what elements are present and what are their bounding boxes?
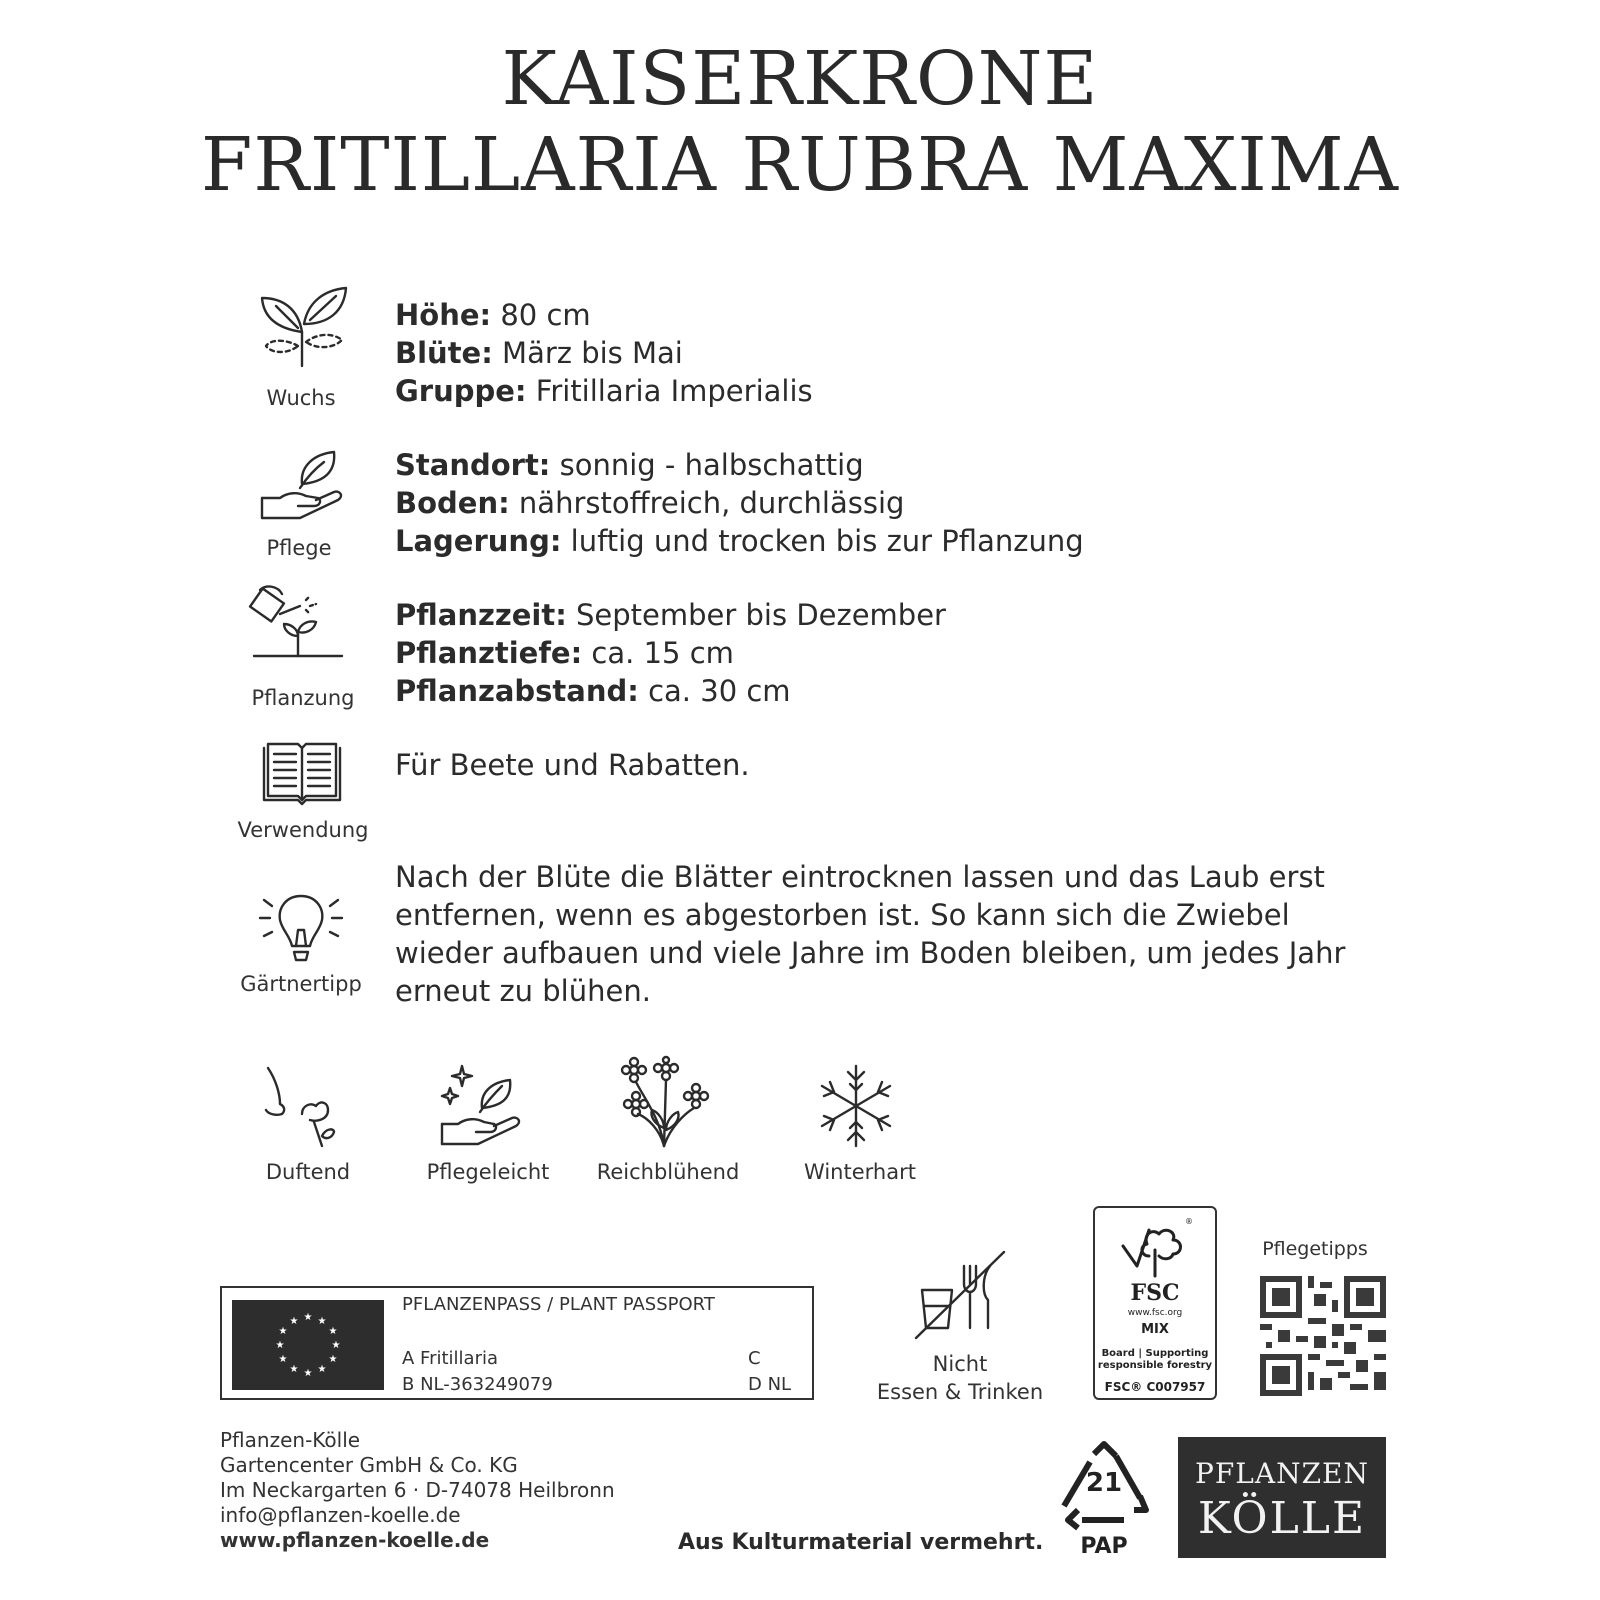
svg-text:★: ★ [289,1316,299,1327]
svg-text:®: ® [1185,1217,1193,1226]
info-row: Pflanztiefe: ca. 15 cm [395,636,734,670]
wuchs-info [395,296,813,410]
tip-line: Nach der Blüte die Blätter eintrocknen lassen und das Laub erst [395,860,1325,894]
feature-winterhart-label: Winterhart [804,1160,916,1184]
nose-flower-icon [262,1066,336,1150]
pflanzen-koelle-logo [1178,1437,1386,1558]
fsc-badge [1093,1206,1217,1400]
feature-reichbluehend-label: Reichblühend [596,1160,740,1184]
svg-text:★: ★ [278,1354,288,1365]
info-row: Blüte: März bis Mai [395,336,683,370]
fsc-www: www.fsc.org [1127,1308,1183,1318]
svg-text:★: ★ [275,1340,285,1351]
feature-pflegeleicht-label: Pflegeleicht [426,1160,550,1184]
company-address: Pflanzen-Kölle Gartencenter GmbH & Co. KG Im Neckargarten 6 · D-74078 Heilbronn info@pflanzen-koelle.de www.pflanzen-koelle.de [220,1428,615,1552]
fsc-mix: MIX [1141,1322,1169,1337]
wuchs-label: Wuchs [266,386,336,410]
gaertnertipp-label: Gärtnertipp [240,972,362,996]
sprout-icon [258,284,350,370]
svg-text:★: ★ [278,1326,288,1337]
info-row: Gruppe: Fritillaria Imperialis [395,374,813,408]
title-line-1: KAISERKRONE [501,36,1099,122]
svg-text:★: ★ [303,1368,313,1379]
svg-text:★: ★ [328,1326,338,1337]
svg-text:★: ★ [289,1364,299,1375]
title-line-2: FRITILLARIA RUBRA MAXIMA [201,122,1399,208]
tip-line: wieder aufbauen und viele Jahre im Boden bleiben, um jedes Jahr [395,936,1346,970]
watering-can-icon [250,584,346,670]
pflege-info [395,446,1084,560]
verwendung-label: Verwendung [237,818,369,842]
hand-sparkle-leaf-icon [440,1064,526,1148]
info-row: Pflanzabstand: ca. 30 cm [395,674,791,708]
info-row: Boden: nährstoffreich, durchlässig [395,486,905,520]
svg-text:★: ★ [331,1340,341,1351]
verwendung-info: Für Beete und Rabatten. [395,748,750,782]
info-row: Höhe: 80 cm [395,298,591,332]
qr-code[interactable] [1260,1276,1386,1396]
snowflake-icon [816,1064,896,1148]
kulturmaterial-text: Aus Kulturmaterial vermehrt. [678,1530,1044,1555]
recycling-symbol [1054,1440,1154,1560]
pflanzung-label: Pflanzung [251,686,355,710]
fsc-board: Board | Supporting responsible forestry [1097,1348,1213,1371]
tip-line: erneut zu blühen. [395,974,651,1008]
svg-text:★: ★ [317,1364,327,1375]
svg-text:★: ★ [317,1316,327,1327]
logo-line-2: KÖLLE [1197,1493,1367,1544]
pflegetipps-label: Pflegetipps [1262,1238,1368,1260]
nicht-essen-label: Nicht Essen & Trinken [876,1352,1044,1404]
svg-text:★: ★ [303,1312,313,1323]
fsc-name: FSC [1130,1280,1180,1306]
tip-line: entfernen, wenn es abgestorben ist. So kann sich die Zwiebel [395,898,1290,932]
website-link[interactable]: www.pflanzen-koelle.de [220,1528,490,1552]
email-link[interactable]: info@pflanzen-koelle.de [220,1503,461,1527]
feature-duftend-label: Duftend [265,1160,351,1184]
lightbulb-icon [256,890,346,966]
gaertnertipp-info [395,858,1345,1010]
plant-passport [220,1286,814,1400]
hand-leaf-icon [260,448,346,522]
book-icon [262,742,342,806]
recycle-code: PAP [1080,1534,1128,1559]
recycle-number: 21 [1085,1468,1123,1498]
info-row: Lagerung: luftig und trocken bis zur Pflanzung [395,524,1084,558]
no-eating-drinking-icon [912,1246,1008,1342]
pflanzung-info [395,596,946,710]
passport-title: PFLANZENPASS / PLANT PASSPORT [402,1294,715,1315]
info-row: Pflanzzeit: September bis Dezember [395,598,946,632]
fsc-code: FSC® C007957 [1104,1380,1206,1394]
svg-text:★: ★ [328,1354,338,1365]
fsc-tree-check-icon [1119,1216,1191,1280]
pflege-label: Pflege [266,536,332,560]
logo-line-1: PFLANZEN [1195,1457,1369,1490]
passport-cd: C D NL [748,1348,792,1395]
flowers-icon [620,1058,710,1150]
info-row: Standort: sonnig - halbschattig [395,448,864,482]
passport-ab: A Fritillaria B NL-363249079 [402,1348,553,1395]
eu-flag-icon [232,1300,384,1390]
